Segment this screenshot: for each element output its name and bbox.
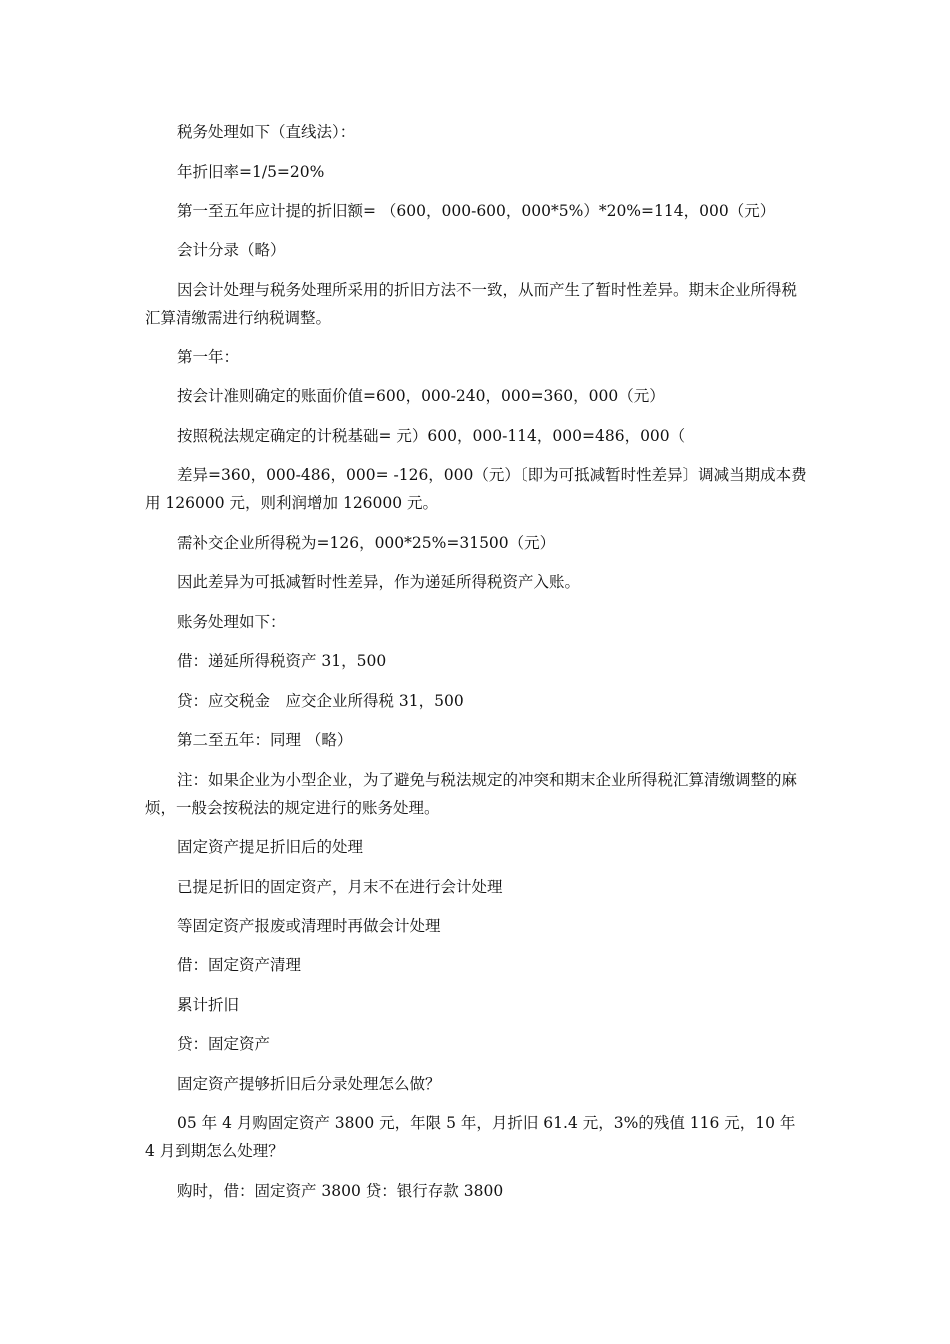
paragraph-deferred-tax-asset: 因此差异为可抵减暂时性差异，作为递延所得税资产入账。 bbox=[177, 573, 581, 591]
paragraph-purchase-entry: 购时，借：固定资产 3800 贷：银行存款 3800 bbox=[177, 1182, 504, 1200]
paragraph-entries-heading: 账务处理如下： bbox=[177, 613, 286, 631]
paragraph-credit-fixed-assets: 贷：固定资产 bbox=[177, 1035, 271, 1053]
paragraph-annual-rate: 年折旧率=1/5=20% bbox=[177, 163, 325, 181]
paragraph-question: 固定资产提够折旧后分录处理怎么做？ bbox=[177, 1075, 441, 1093]
paragraph-no-monthly-processing: 已提足折旧的固定资产，月末不在进行会计处理 bbox=[177, 878, 503, 896]
paragraph-debit-deferred: 借：递延所得税资产 31，500 bbox=[177, 652, 387, 670]
paragraph-fully-depreciated-heading: 固定资产提足折旧后的处理 bbox=[177, 838, 364, 856]
paragraph-example-purchase: 05 年 4 月购固定资产 3800 元，年限 5 年，月折旧 61.4 元，3%的残值 116 元，10 年 4 月到期怎么处理？ bbox=[145, 1114, 796, 1160]
paragraph-difference: 差异=360，000-486，000= -126，000（元）〔即为可抵减暂时性差异〕调减当期成本费用 126000 元，则利润增加 126000 元。 bbox=[145, 466, 807, 512]
paragraph-accumulated-depreciation: 累计折旧 bbox=[177, 996, 240, 1014]
paragraph-small-business-note: 注：如果企业为小型企业，为了避免与税法规定的冲突和期末企业所得税汇算清缴调整的麻烦，一般会按税法的规定进行的账务处理。 bbox=[145, 771, 798, 817]
paragraph-temporary-difference: 因会计处理与税务处理所采用的折旧方法不一致，从而产生了暂时性差异。期末企业所得税汇算清缴需进行纳税调整。 bbox=[145, 281, 798, 327]
paragraph-tax-base: 按照税法规定确定的计税基础= 元）600，000-114，000=486，000（ bbox=[177, 427, 686, 445]
paragraph-credit-tax-payable: 贷：应交税金 应交企业所得税 31，500 bbox=[177, 692, 464, 710]
paragraph-years-two-to-five: 第二至五年：同理 （略） bbox=[177, 731, 353, 749]
paragraph-income-tax-due: 需补交企业所得税为=126，000*25%=31500（元） bbox=[177, 534, 556, 552]
paragraph-accounting-entry-omitted: 会计分录（略） bbox=[177, 241, 286, 259]
paragraph-disposal-processing: 等固定资产报废或清理时再做会计处理 bbox=[177, 917, 441, 935]
paragraph-book-value: 按会计准则确定的账面价值=600，000-240，000=360，000（元） bbox=[177, 387, 665, 405]
paragraph-tax-treatment-heading: 税务处理如下（直线法）： bbox=[177, 123, 356, 141]
paragraph-depreciation-amount: 第一至五年应计提的折旧额= （600，000-600，000*5%）*20%=114，000（元） bbox=[177, 202, 776, 220]
paragraph-debit-disposal: 借：固定资产清理 bbox=[177, 956, 302, 974]
paragraph-first-year: 第一年： bbox=[177, 348, 240, 366]
